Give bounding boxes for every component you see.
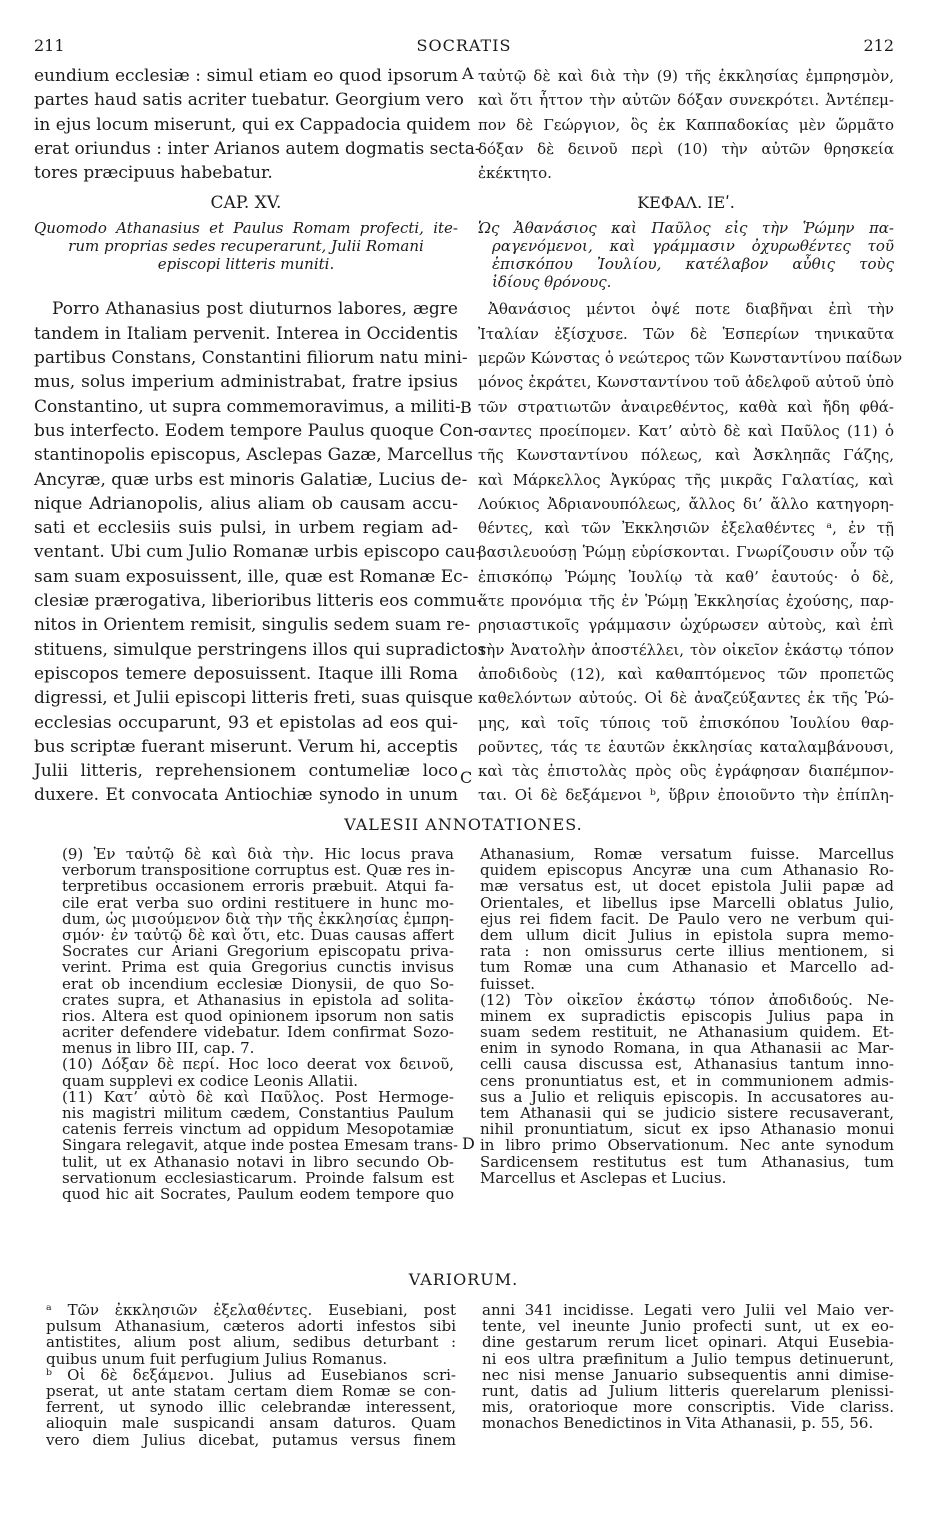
text-line: episcopi litteris muniti.: [157, 255, 335, 274]
text-line: τῆς Κωνσταντίνου πόλεως, καὶ Ἀσκληπᾶς Γάζης,: [478, 446, 894, 465]
text-line: tandem in Italiam pervenit. Interea in Occidentis: [34, 323, 458, 344]
text-line: δόξαν δὲ δεινοῦ περὶ (10) τὴν αὐτῶν θρησκεία: [478, 139, 894, 158]
variorum-heading: VARIORUM.: [408, 1270, 519, 1289]
text-line: ταὐτῷ δὲ καὶ διὰ τὴν (9) τῆς ἐκκλησίας ἐμπρησμὸν,: [478, 67, 894, 85]
margin-letter-c: C: [460, 768, 473, 787]
note-line: anni 341 incidisse. Legati vero Julii vel Maio ver-: [482, 1301, 894, 1319]
text-line: καὶ τὰς ἐπιστολὰς πρὸς οὓς ἐγράφησαν διαπέμπον-: [478, 762, 894, 781]
text-line: Quomodo Athanasius et Paulus Romam profecti, ite-: [34, 219, 458, 238]
text-line: μης, καὶ τοῖς τύποις τοῦ ἐπισκόπου Ἰουλίου θαρ-: [478, 713, 894, 732]
text-line: episcopos temere deposuissent. Itaque illi Roma: [34, 663, 458, 684]
note-line: dum, ὡς μισούμενον διὰ τὴν τῆς ἐκκλησίας ἐμπρη-: [62, 909, 454, 928]
text-line: τὴν Ἀνατολὴν ἀποστέλλει, τὸν οἰκεῖον ἑκάστῳ τόπον: [478, 640, 894, 659]
note-line: Marcellus et Asclepas et Lucius.: [480, 1168, 727, 1187]
page-number-left: 211: [34, 36, 65, 55]
greek-chapter-summary: [478, 219, 894, 291]
text-line: partibus Constans, Constantini filiorum natu mini-: [34, 348, 468, 369]
note-line: ni eos ultra præfinitum a Julio tempus detinuerunt,: [482, 1349, 894, 1368]
text-line: ἅτε προνόμια τῆς ἐν Ῥώμῃ Ἐκκλησίας ἐχούσης, παρ-: [478, 592, 894, 611]
text-line: sati et ecclesiis suis pulsi, in urbem regiam ad-: [34, 518, 458, 539]
note-line: nihil pronuntiatum, sicut ex ipso Athanasio monui: [480, 1120, 894, 1139]
note-line: quidem episcopus Ancyræ una cum Athanasio Ro-: [480, 861, 894, 880]
note-line: ejus rei fidem facit. De Paulo vero ne verbum qui-: [480, 909, 894, 928]
text-line: sam suam exposuissent, ille, quæ est Romanæ Ec-: [34, 566, 469, 587]
greek-top-paragraph: [478, 64, 894, 185]
note-line: cile erat verba suo ordini restituere in hunc mo-: [62, 893, 454, 912]
text-line: πον δὲ Γεώργιον, ὃς ἐκ Καππαδοκίας μὲν ὥρμᾶτο: [478, 115, 894, 134]
text-line: digressi, et Julii episcopi litteris freti, suas quisque: [34, 688, 474, 709]
note-line: (9) Ἐν ταὐτῷ δὲ καὶ διὰ τὴν. Hic locus prava: [62, 845, 454, 863]
note-line: pulsum Athanasium, cæteros adorti infestos sibi: [46, 1317, 456, 1336]
note-line: verint. Prima est quia Gregorius cunctis invisus: [62, 958, 454, 977]
note-line: Socrates cur Ariani Gregorium episcopatu priva-: [62, 942, 454, 961]
note-line: rios. Altera est quod opinionem ipsorum non satis: [62, 1006, 454, 1025]
note-line: ferrent, ut synodo illic celebrandæ interessent,: [46, 1398, 456, 1417]
valesii-heading: VALESII ANNOTATIONES.: [344, 815, 583, 834]
note-line: quibus unum fuit perfugium Julius Romanus.: [46, 1349, 388, 1368]
note-line: (10) Δόξαν δὲ περί. Hoc loco deerat vox δεινοῦ,: [62, 1055, 454, 1074]
note-line: suam sedem restituit, ne Athanasium quidem. Et-: [480, 1023, 894, 1042]
text-line: Ὡς Ἀθανάσιος καὶ Παῦλος εἰς τὴν Ῥώμην πα-: [478, 219, 894, 238]
text-line: ἐπισκόπῳ Ῥώμης Ἰουλίῳ τὰ καθ’ ἑαυτούς· ὁ δὲ,: [478, 567, 894, 586]
text-line: ρησιαστικοῖς γράμμασιν ὠχύρωσεν αὐτοὺς, καὶ ἐπὶ: [478, 616, 894, 635]
note-line: runt, datis ad Julium litteris querelarum plenissi-: [482, 1381, 894, 1400]
text-line: σαντες προείπομεν. Κατ’ αὐτὸ δὲ καὶ Παῦλος (11) ὁ: [478, 421, 894, 440]
note-line: enim in synodo Romana, in qua Athanasii ac Mar-: [480, 1039, 894, 1058]
note-line: monachos Benedictinos in Vita Athanasii, p. 55, 56.: [482, 1414, 874, 1433]
greek-chapter-heading: ΚΕΦΑΛ. ΙΕʹ.: [637, 193, 735, 213]
note-line: sus a Julio et reliquis episcopis. In accusatores au-: [480, 1087, 894, 1106]
text-line: ροῦντες, τάς τε ἑαυτῶν ἐκκλησίας καταλαμβάνουσι,: [478, 737, 894, 756]
text-line: mus, solus imperium administrabat, fratre ipsius: [34, 372, 458, 393]
note-line: ᵇ Οἱ δὲ δεξάμενοι. Julius ad Eusebianos scri-: [46, 1365, 456, 1384]
note-line: σμόν· ἐν ταὐτῷ δὲ καὶ ὅτι, etc. Duas causas affert: [62, 925, 454, 944]
latin-chapter-heading: CAP. XV.: [210, 193, 282, 214]
note-line: rata : non omissurus certe illius mentionem, si: [480, 942, 894, 961]
note-line: crates supra, et Athanasius in epistola ad solita-: [62, 990, 454, 1009]
note-line: (11) Κατ’ αὐτὸ δὲ καὶ Παῦλος. Post Hermoge-: [62, 1087, 454, 1106]
note-line: Sardicensem restitutus est tum Athanasius, tum: [480, 1152, 894, 1171]
greek-column: [478, 64, 903, 808]
text-line: tores præcipuus habebatur.: [34, 163, 273, 184]
text-line: ραγενόμενοι, καὶ γράμμασιν ὀχυρωθέντες τοῦ: [492, 237, 894, 256]
text-line: Ancyræ, quæ urbs est minoris Galatiæ, Lucius de-: [34, 469, 468, 490]
latin-top-paragraph: [34, 64, 481, 185]
latin-chapter-summary: [34, 219, 458, 273]
note-line: celli causa discussa est, Athanasius tantum inno-: [480, 1055, 894, 1074]
text-line: eundium ecclesiæ : simul etiam eo quod ipsorum: [34, 66, 458, 86]
text-line: Ἰταλίαν ἐξίσχυσε. Τῶν δὲ Ἑσπερίων τηνικαῦτα: [478, 324, 894, 343]
text-line: μερῶν Κώνστας ὁ νεώτερος τῶν Κωνσταντίνου παίδων: [478, 349, 903, 368]
note-line: tente, vel ineunte Junio profecti sunt, ut ex eo-: [482, 1317, 894, 1336]
note-line: mis, oratorioque more conscriptis. Vide clariss.: [482, 1398, 894, 1417]
text-line: nique Adrianopolis, alius aliam ob causam accu-: [34, 493, 458, 514]
note-line: tum Romæ una cum Athanasio et Marcello ad-: [480, 958, 894, 977]
variorum-notes-left-column: [46, 1302, 456, 1448]
text-line: ἐπισκόπου Ἰουλίου, κατέλαβον αὖθις τοὺς: [492, 255, 894, 274]
text-line: ventant. Ubi cum Julio Romanæ urbis episcopo cau-: [34, 542, 482, 563]
text-line: ται. Οἱ δὲ δεξάμενοι ᵇ, ὕβριν ἐποιοῦντο τὴν ἐπίπλη-: [478, 786, 894, 805]
margin-letter-d: D: [462, 1134, 475, 1153]
running-title: SOCRATIS: [416, 36, 512, 55]
note-line: erat ob incendium ecclesiæ Dionysii, de quo So-: [62, 974, 454, 993]
latin-body-paragraph: [34, 297, 487, 807]
text-line: Julii litteris, reprehensionem contumeliæ loco: [34, 761, 458, 782]
text-line: duxere. Et convocata Antiochiæ synodo in unum: [34, 785, 458, 806]
note-line: quam supplevi ex codice Leonis Allatii.: [62, 1071, 359, 1090]
note-line: vero diem Julius dicebat, putamus versus finem: [46, 1430, 456, 1449]
latin-column: [34, 64, 487, 808]
text-line: Λούκιος Ἀδριανουπόλεως, ἄλλος δι’ ἄλλο κατηγορη-: [478, 494, 894, 513]
note-line: in libro primo Observationum. Nec ante synodum: [480, 1136, 894, 1155]
variorum-notes-right-column: [482, 1302, 894, 1432]
note-line: menus in libro III, cap. 7.: [62, 1039, 255, 1058]
running-header: [34, 36, 894, 58]
text-line: bus interfecto. Eodem tempore Paulus quoque Con-: [34, 420, 480, 441]
text-line: τῶν στρατιωτῶν ἀναιρεθέντος, καθὰ καὶ ἤδη φθά-: [478, 397, 894, 416]
margin-letter-a: A: [462, 64, 474, 83]
note-line: servationum ecclesiasticarum. Proinde falsum est: [62, 1168, 454, 1187]
note-line: ᵃ Τῶν ἐκκλησιῶν ἐξελαθέντες. Eusebiani, post: [46, 1301, 456, 1319]
text-line: clesiæ prærogativa, liberioribus litteris eos commu-: [34, 591, 483, 612]
note-line: minem ex supradictis episcopis Julius papa in: [480, 1006, 894, 1025]
note-line: mæ versatus est, ut docet epistola Julii papæ ad: [480, 877, 894, 896]
text-line: καὶ Μάρκελλος Ἀγκύρας τῆς μικρᾶς Γαλατίας, καὶ: [478, 470, 894, 489]
text-line: καθελόντων αὐτούς. Οἱ δὲ ἀναζεύξαντες ἐκ τῆς Ῥώ-: [478, 689, 894, 708]
text-line: rum proprias sedes recuperarunt, Julii Romani: [68, 237, 424, 256]
valesii-notes-right-column: [480, 846, 894, 1186]
note-line: dine gestarum rerum licet opinari. Atqui Eusebia-: [482, 1333, 894, 1352]
text-line: stituens, simulque perstringens illos qui supradictos: [34, 639, 487, 660]
note-line: Athanasium, Romæ versatum fuisse. Marcellus: [480, 845, 894, 863]
note-line: antistites, alium post alium, sedibus deturbant :: [46, 1333, 456, 1352]
text-line: Porro Athanasius post diuturnos labores, ægre: [52, 299, 458, 320]
note-line: terpretibus occasionem erroris præbuit. Atqui fa-: [62, 877, 454, 896]
greek-body-paragraph: [478, 297, 903, 807]
text-line: erat oriundus : inter Arianos autem dogmatis secta-: [34, 138, 481, 159]
note-line: nis magistri militum cædem, Constantius Paulum: [62, 1104, 454, 1122]
note-line: Singara relegavit, atque inde postea Emesam trans-: [62, 1136, 459, 1155]
margin-letter-b: B: [460, 398, 472, 417]
note-line: tulit, ut ex Athanasio notavi in libro secundo Ob-: [62, 1152, 454, 1171]
text-line: μόνος ἐκράτει, Κωνσταντίνου τοῦ ἀδελφοῦ αὐτοῦ ὑπὸ: [478, 373, 894, 392]
note-line: dem ullum dicit Julius in epistola supra memo-: [480, 925, 894, 944]
note-line: verborum transpositione corruptus est. Quæ res in-: [62, 861, 455, 880]
note-line: catenis ferreis vinctum ad oppidum Mesopotamiæ: [62, 1120, 454, 1139]
text-line: καὶ ὅτι ἧττον τὴν αὐτῶν δόξαν συνεκρότει. Ἀντέπεμ-: [478, 91, 894, 110]
text-line: βασιλευούσῃ Ῥώμῃ εὑρίσκονται. Γνωρίζουσιν οὖν τῷ: [478, 543, 894, 562]
note-line: quod hic ait Socrates, Paulum eodem tempore quo: [62, 1184, 454, 1203]
text-line: ἰδίους θρόνους.: [492, 273, 612, 292]
text-line: stantinopolis episcopus, Asclepas Gazæ, Marcellus: [34, 445, 473, 466]
note-line: alioquin male suspicandi ansam daturos. Quam: [46, 1414, 456, 1433]
text-line: θέντες, καὶ τῶν Ἐκκλησιῶν ἐξελαθέντες ᵃ, ἐν τῇ: [478, 519, 894, 538]
note-line: acriter defendere videbatur. Idem confirmat Sozo-: [62, 1023, 454, 1042]
note-line: nec nisi mense Januario subsequentis anni dimise-: [482, 1365, 894, 1384]
note-line: (12) Τὸν οἰκεῖον ἑκάστῳ τόπον ἀποδιδούς. Ne-: [480, 990, 894, 1009]
text-line: Ἀθανάσιος μέντοι ὀψέ ποτε διαβῆναι ἐπὶ τὴν: [488, 300, 894, 319]
page-number-right: 212: [863, 36, 894, 55]
text-line: ἐκέκτητο.: [478, 164, 552, 183]
note-line: Orientales, et libellus ipse Marcelli oblatus Julio,: [480, 893, 894, 912]
text-line: in ejus locum miserunt, qui ex Cappadocia quidem: [34, 114, 471, 135]
note-line: pserat, ut ante statam certam diem Romæ se con-: [46, 1381, 456, 1400]
text-line: nitos in Orientem remisit, singulis sedem suam re-: [34, 615, 471, 636]
text-line-with-marginal-number: ecclesias occuparunt, 93 et epistolas ad eos qui-: [34, 712, 458, 733]
text-line: Constantino, ut supra commemoravimus, a militi-: [34, 396, 461, 417]
text-line: ἀποδιδοὺς (12), καὶ καθαπτόμενος τῶν προπετῶς: [478, 664, 894, 683]
text-line: partes haud satis acriter tuebatur. Georgium vero: [34, 90, 464, 111]
note-line: cens pronuntiatus est, et in communionem admis-: [480, 1071, 894, 1090]
text-line: bus scriptæ fuerant miserunt. Verum hi, acceptis: [34, 736, 458, 757]
valesii-notes-left-column: [62, 845, 459, 1203]
note-line: fuisset.: [480, 974, 536, 993]
note-line: tem Athanasii qui se judicio sistere recusaverant,: [480, 1104, 894, 1122]
